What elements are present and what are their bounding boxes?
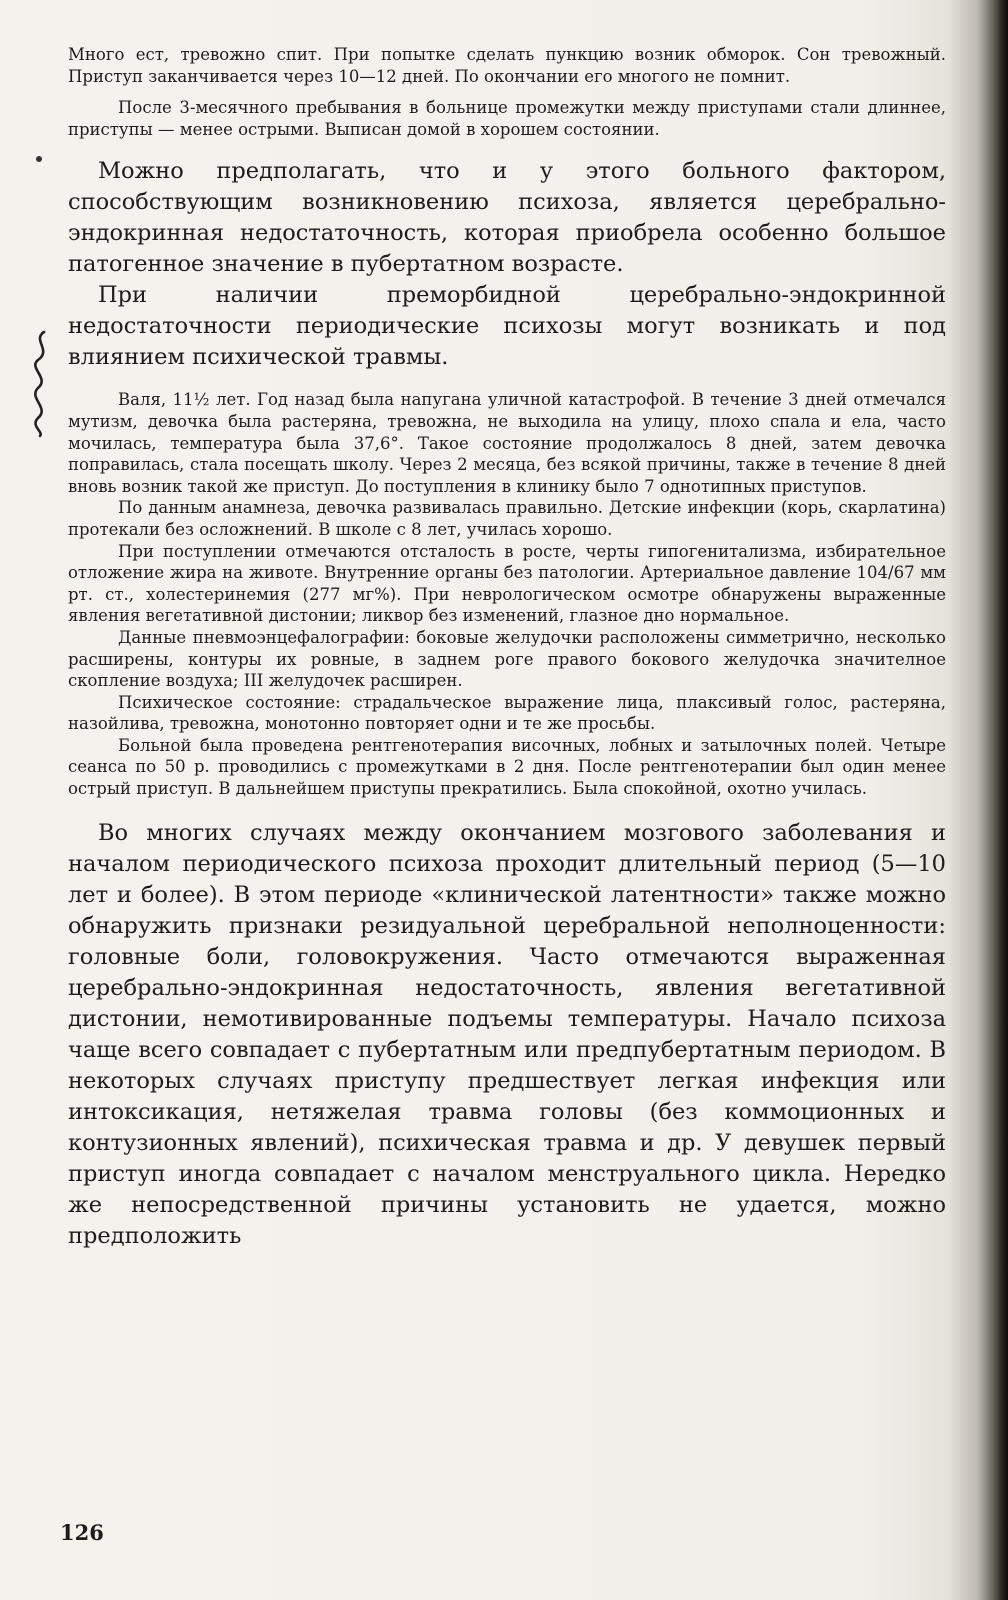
paragraph-mental-state: Психическое состояние: страдальческое выражение лица, плаксивый голос, растеряна, назойлива, тревожна, монотонно повторяет одни и те же просьбы. [68,692,946,734]
paragraph-trauma: При наличии преморбидной церебрально-эндокринной недостаточности периодические психозы могут возникать и под влиянием психической травмы. [68,282,946,371]
paragraph-anamnesis: По данным анамнеза, девочка развивалась правильно. Детские инфекции (корь, скарлатина) протекали без осложнений. В школе с 8 лет, училась хорошо. [68,498,946,539]
paragraph-radiotherapy: Больной была проведена рентгенотерапия височных, лобных и затылочных полей. Четыре сеанса по 50 р. проводились с промежутками в 2 дня. После рентгенотерапии был один менее острый приступ. В дальнейшем приступы прекратились. Была спокойной, охотно училась. [68,735,946,799]
margin-dot [36,156,42,162]
text-column [68,44,946,1252]
margin-squiggle-mark [26,328,56,438]
paragraph-discharge: После 3-месячного пребывания в больнице промежутки между приступами стали длиннее, приступы — менее острыми. Выписан домой в хорошем состоянии. [68,98,946,139]
page-edge-shadow [996,0,1008,1600]
paragraph-clinical-latency: Во многих случаях между окончанием мозгового заболевания и началом периодического психоза проходит длительный период (5—10 лет и более). В этом периоде «клинической латентности» также можно обнаружить признаки резидуальной церебральной неполноценности: головные боли, головокружения. Часто отмечаются выраженная церебрально-эндокринная недостаточность, явления вегетативной дистонии, немотивированные подъемы температуры. Начало психоза чаще всего совпадает с пубертатным или предпубертатным периодом. В некоторых случаях приступу предшествует легкая инфекция или интоксикация, нетяжелая травма головы (без коммоционных и контузионных явлений), психическая травма и др. У девушек первый приступ иногда совпадает с началом менструального цикла. Нередко же непосредственной причины установить не удается, можно предположить [68,819,946,1249]
paragraph-admission: При поступлении отмечаются отсталость в росте, черты гипогенитализма, избирательное отложение жира на животе. Внутренние органы без патологии. Артериальное давление 104/67 мм рт. ст., холестеринемия (277 мг%). При неврологическом осмотре обнаружены выраженные явления вегетативной дистонии; ликвор без изменений, глазное дно нормальное. [68,541,946,626]
paragraph-case-valya: Валя, 11½ лет. Год назад была напугана уличной катастрофой. В течение 3 дней отмечался мутизм, девочка была растеряна, тревожна, не выходила на улицу, плохо спала и ела, часто мочилась, температура была 37,6°. Такое состояние продолжалось 8 дней, затем девочка поправилась, стала посещать школу. Через 2 месяца, без всякой причины, также в течение 8 дней вновь возник такой же приступ. До поступления в клинику было 7 однотипных приступов. [68,390,946,496]
page-number: 126 [60,1520,104,1545]
paragraph-assumption: Можно предполагать, что и у этого больного фактором, способствующим возникновению психоза, является церебрально-эндокринная недостаточность, которая приобрела особенно большое патогенное значение в пубертатном возрасте. [68,158,946,278]
paragraph-case-end: Много ест, тревожно спит. При попытке сделать пункцию возник обморок. Сон тревожный. Приступ заканчивается через 10—12 дней. По окончании его многого не помнит. [68,45,946,86]
paragraph-pneumoencephalography: Данные пневмоэнцефалографии: боковые желудочки расположены симметрично, несколько расширены, контуры их ровные, в заднем роге правого бокового желудочка значителное скопление воздуха; III желудочек расширен. [68,627,946,691]
